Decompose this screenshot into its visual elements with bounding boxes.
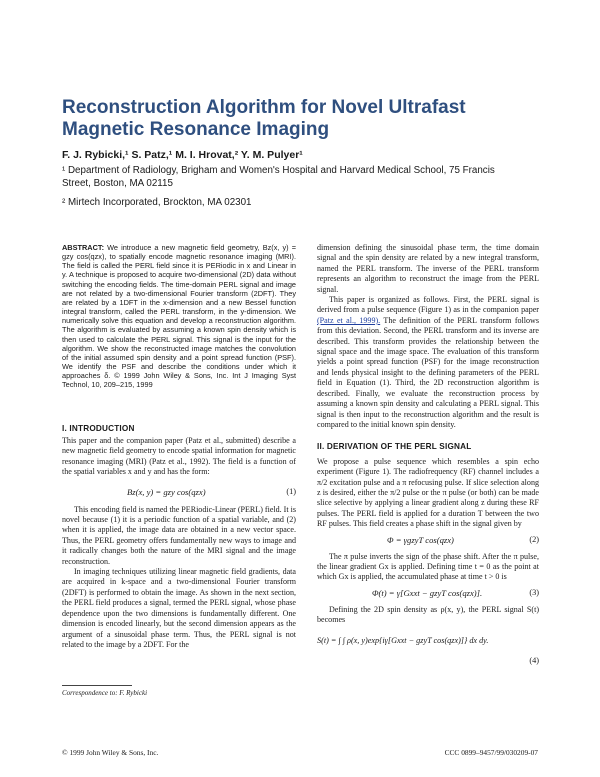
abstract (62, 243, 296, 390)
col2-paragraph-1: dimension defining the sinusoidal phase term, the time domain signal and the spin density are related by a new integral transform, named the PERL transform. The inverse of the PERL transform represents an algorithm to reconstruct the image from the PERL signal. (317, 243, 539, 294)
col2-p2b: The definition of the PERL transform follows from this deviation. Second, the PERL transform and its inverse are described. This transform provides the relationship between the signal space and the image space. The evaluation of this transform yields a point spread function (PSF) for the image reconstruction and lends physical insight to the defining parameters of the PERL field in Equation (1). Third, the 2D reconstruction algorithm is described. Finally, we evaluate the reconstruction process by assuming a known spin density and calculating a PERL signal. This signal is then input to the reconstruction algorithm and the result is compared to the initial known spin density. (317, 315, 539, 429)
equation-3 (317, 583, 539, 605)
equation-3-number: (3) (529, 587, 539, 597)
col2-p2a: This paper is organized as follows. First, the PERL signal is derived from a pulse sequence (Figure 1) as in the companion paper (317, 295, 539, 315)
equation-4-text: S(t) = ∫ ∫ ρ(x, y)exp{iγ[Gxxt − gzyT cos(qzx)]} dx dy. (317, 635, 489, 645)
col2-paragraph-2 (317, 295, 539, 430)
affiliation-1: ¹ Department of Radiology, Brigham and Women's Hospital and Harvard Medical School, 75 Francis Street, Boston, MA 02115 (62, 165, 495, 189)
paper-title: Reconstruction Algorithm for Novel Ultrafast Magnetic Resonance Imaging (62, 97, 466, 140)
intro-paragraph-1: This paper and the companion paper (Patz et al., submitted) describe a new magnetic field geometry to encode spatial information for magnetic resonance imaging (MRI) (Patz et al., 1992). The field is a function of the spatial variables x and y and has the form: (62, 436, 296, 477)
column-2 (317, 243, 539, 666)
intro-paragraph-2: This encoding field is named the PERiodic-Linear (PERL) field. It is novel because (1) it is a periodic function of a spatial variable, and (2) when it is applied, the image data are obtained in a new vector space. Thus, the PERL geometry offers fundamentally new ways to image and it radically changes both the nature of the MRI signal and the image reconstruction. (62, 504, 296, 566)
equation-4 (317, 626, 539, 656)
abstract-text: We introduce a new magnetic field geometry, Bz(x, y) = gzy cos(qzx), to spatially encode magnetic resonance imaging (MRI). The field is called the PERL field since it is PERiodic in x and Linear in y. A technique is proposed to acquire two-dimensional (2D) data without switching the encoding fields. The time-domain PERL signal and image are not related by a two-dimensional Fourier transform (2DFT). They are related by a 1DFT in the x-dimension and a new Bessel function integral transform, called the PERL transform, in the y-dimension. We numerically solve this equation and develop a reconstruction algorithm. The algorithm is evaluated by assuming a known spin density which is then used to calculate the PERL signal. This signal is the input for the algorithm. We show the reconstructed image matches the convolution of the initial assumed spin density and a point spread function (PSF). We identify the PSF and describe the conditions under which it approaches δ. (62, 243, 296, 381)
equation-1 (62, 481, 296, 505)
equation-4-number: (4) (529, 655, 539, 665)
equation-2-text: Φ = γgzyT cos(qzx) (387, 534, 454, 545)
copyright-notice: © 1999 John Wiley & Sons, Inc. (62, 748, 159, 757)
footnote-divider (62, 685, 132, 686)
abstract-label: ABSTRACT: (62, 243, 105, 252)
abstract-citation: © 1999 John Wiley & Sons, Inc. Int J Imaging Syst Technol, 10, 209–215, 1999 (62, 371, 296, 390)
authors: F. J. Rybicki,¹ S. Patz,¹ M. I. Hrovat,² Y. M. Pulyer¹ (62, 149, 303, 161)
equation-1-number: (1) (286, 486, 296, 496)
derivation-paragraph-2: The π pulse inverts the sign of the phase shift. After the π pulse, the linear gradient Gx is applied. Defining time t = 0 as the point at which Gx is applied, the accumulated phase at time t > 0 is (317, 551, 539, 582)
section-1-body (62, 436, 296, 650)
derivation-paragraph-3: Defining the 2D spin density as ρ(x, y), the PERL signal S(t) becomes (317, 604, 539, 625)
derivation-paragraph-1: We propose a pulse sequence which resembles a spin echo experiment (Figure 1). The radiofrequency (RF) channel includes a π/2 excitation pulse and a π refocusing pulse. If slice selection along z is desired, either the π/2 pulse or the π pulse (or both) can be made slice selective by applying a linear gradient along z during these RF pulses. The PERL field is applied for a duration T between the two RF pulses. This field creates a phase shift in the signal given by (317, 456, 539, 529)
affiliation-2: ² Mirtech Incorporated, Brockton, MA 02301 (62, 197, 252, 208)
correspondence-footnote: Correspondence to: F. Rybicki (62, 689, 148, 697)
section-1-heading: I. INTRODUCTION (62, 424, 135, 433)
ccc-identifier: CCC 0899–9457/99/030209-07 (444, 748, 538, 757)
citation-link[interactable]: (Patz et al., 1999). (317, 315, 381, 325)
section-2-heading: II. DERIVATION OF THE PERL SIGNAL (317, 442, 472, 452)
intro-paragraph-3: In imaging techniques utilizing linear magnetic field gradients, data are acquired in k-space and a two-dimensional Fourier transform (2DFT) is performed to obtain the image. As shown in the next section, the PERL field produces a signal, termed the PERL signal, whose phase dependence upon the two dimensions is fundamentally different. One dimension is encoded linearly, but the second dimension appears as the argument of a sinusoidal phase term. Thus, the PERL signal is not related to the image by a 2DFT. For the (62, 567, 296, 649)
equation-2-number: (2) (529, 534, 539, 544)
equation-2 (317, 530, 539, 552)
equation-1-text: Bz(x, y) = gzy cos(qzx) (127, 486, 206, 497)
equation-3-text: Φ(t) = γ[Gxxt − gzyT cos(qzx)]. (372, 587, 483, 598)
